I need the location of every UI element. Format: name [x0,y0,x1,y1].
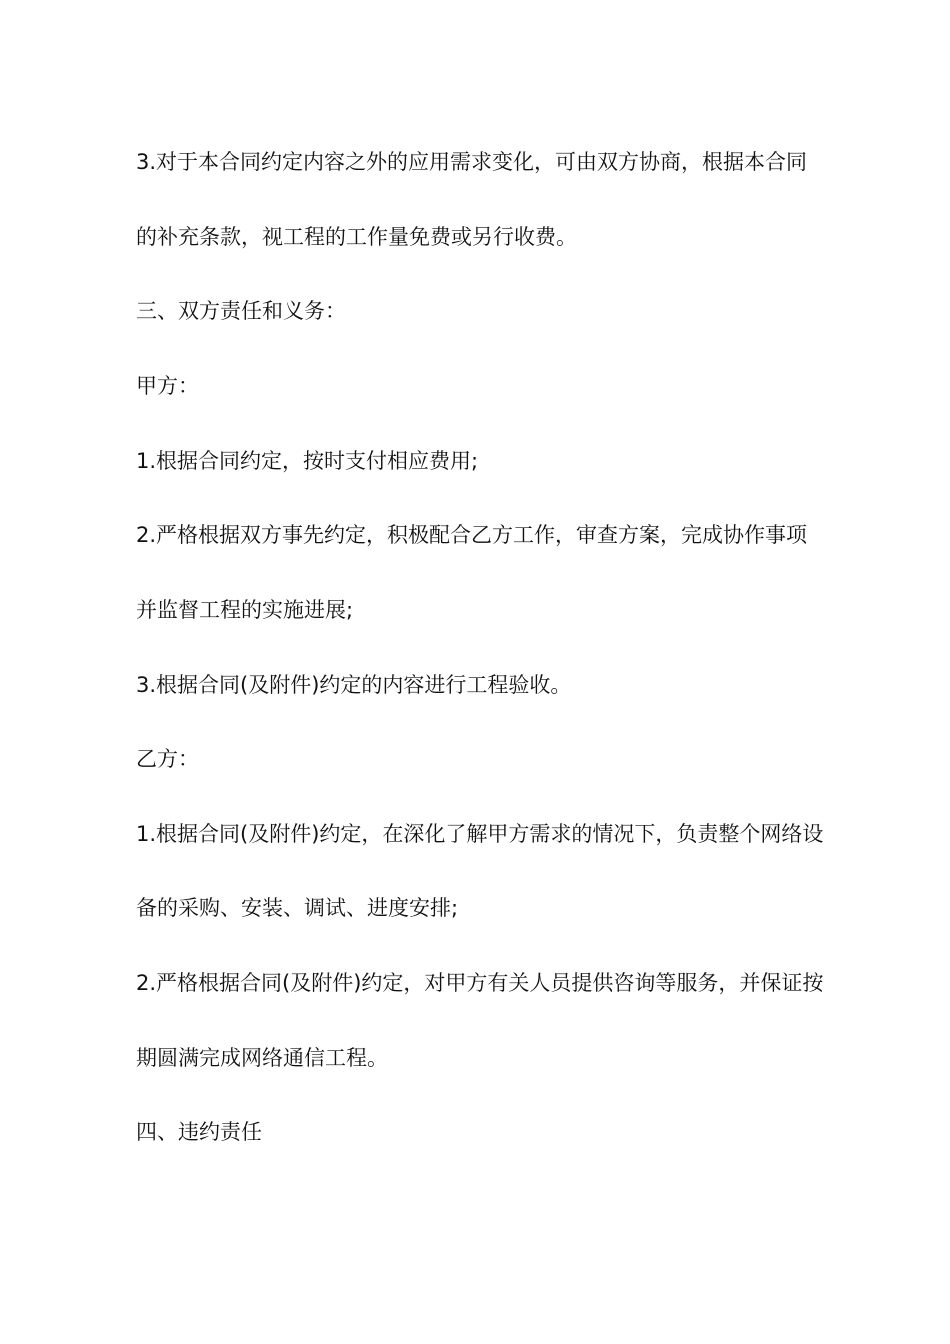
party-b-item-2-line-1: 2.严格根据合同(及附件)约定，对甲方有关人员提供咨询等服务，并保证按 [136,971,824,995]
party-a-item-2-line-2: 并监督工程的实施进展; [136,598,354,622]
party-a-item-3: 3.根据合同(及附件)约定的内容进行工程验收。 [136,673,572,697]
party-b-item-2-line-2: 期圆满完成网络通信工程。 [136,1046,388,1070]
party-b-item-1-line-2: 备的采购、安装、调试、进度安排; [136,896,459,920]
party-a-heading: 甲方： [136,374,199,398]
party-a-item-2-line-1: 2.严格根据双方事先约定，积极配合乙方工作，审查方案，完成协作事项 [136,523,808,547]
clause-3-line-2: 的补充条款，视工程的工作量免费或另行收费。 [136,225,577,249]
party-b-heading: 乙方： [136,747,199,771]
section-heading-breach-liability: 四、违约责任 [136,1120,262,1144]
section-heading-responsibilities: 三、双方责任和义务： [136,299,346,323]
clause-3-line-1: 3.对于本合同约定内容之外的应用需求变化，可由双方协商，根据本合同 [136,150,808,174]
party-b-item-1-line-1: 1.根据合同(及附件)约定，在深化了解甲方需求的情况下，负责整个网络设 [136,822,824,846]
party-a-item-1: 1.根据合同约定，按时支付相应费用; [136,449,479,473]
